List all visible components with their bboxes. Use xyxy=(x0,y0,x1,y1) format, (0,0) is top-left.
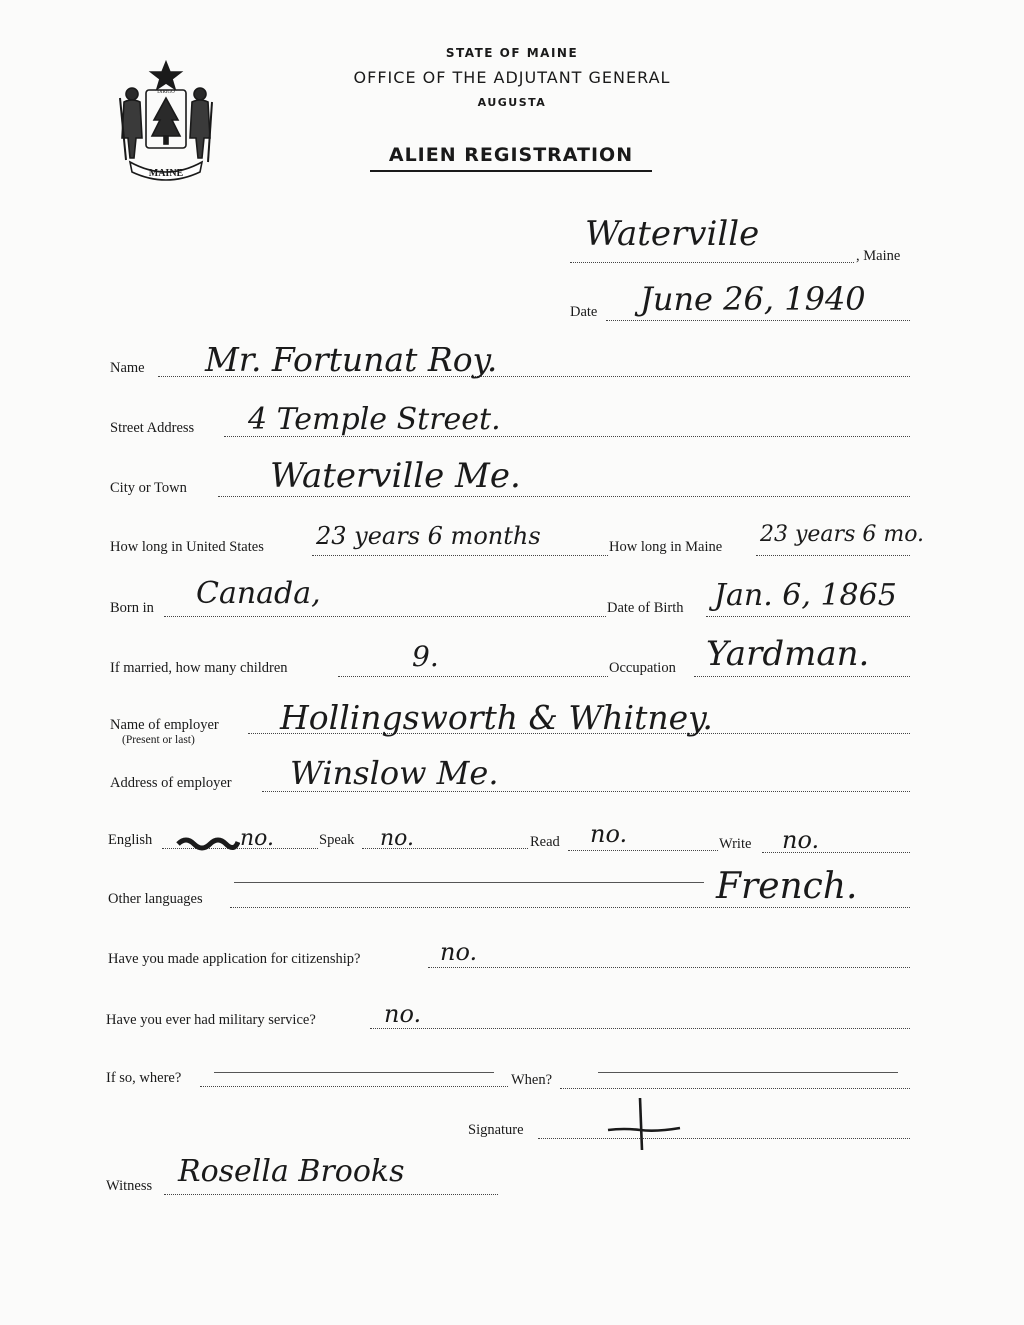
where-label: If so, where? xyxy=(106,1070,182,1086)
me-duration-label: How long in Maine xyxy=(609,539,723,555)
where-line xyxy=(200,1086,508,1087)
us-duration-label: How long in United States xyxy=(110,539,264,555)
born-in-label: Born in xyxy=(110,600,154,616)
form-title: ALIEN REGISTRATION xyxy=(370,144,652,172)
when-pen-line xyxy=(598,1072,898,1073)
name-label: Name xyxy=(110,360,145,376)
me-duration-value[interactable]: 23 years 6 mo. xyxy=(760,522,925,547)
seal-label: MAINE xyxy=(148,168,184,179)
signature-cross-mark[interactable] xyxy=(604,1094,684,1154)
city-label: City or Town xyxy=(110,480,187,496)
street-label: Street Address xyxy=(110,420,195,436)
military-value[interactable]: no. xyxy=(384,1000,422,1028)
military-line xyxy=(370,1028,910,1029)
employer-address-label: Address of employer xyxy=(110,775,232,791)
citizenship-line xyxy=(428,967,910,968)
date-value[interactable]: June 26, 1940 xyxy=(640,280,866,318)
me-duration-line xyxy=(756,555,910,556)
employer-value[interactable]: Hollingsworth & Whitney. xyxy=(280,698,713,737)
header-city: AUGUSTA xyxy=(477,96,547,109)
speak-label: Speak xyxy=(319,832,355,848)
read-line xyxy=(568,850,718,851)
born-in-line xyxy=(164,616,606,617)
witness-label: Witness xyxy=(106,1178,153,1194)
city-value[interactable]: Waterville Me. xyxy=(270,456,521,496)
us-duration-value[interactable]: 23 years 6 months xyxy=(316,522,541,550)
date-line xyxy=(606,320,910,321)
city-line xyxy=(218,496,910,497)
employer-label: Name of employer xyxy=(110,717,219,733)
read-value[interactable]: no. xyxy=(590,820,628,848)
speak-value[interactable]: no. xyxy=(380,826,415,851)
header-office: OFFICE OF THE ADJUTANT GENERAL xyxy=(353,68,671,87)
street-value[interactable]: 4 Temple Street. xyxy=(248,402,501,437)
signature-label: Signature xyxy=(468,1122,524,1138)
other-languages-value[interactable]: French. xyxy=(716,866,858,907)
military-label: Have you ever had military service? xyxy=(106,1012,316,1028)
when-line xyxy=(560,1088,910,1089)
children-label: If married, how many children xyxy=(110,660,288,676)
name-value[interactable]: Mr. Fortunat Roy. xyxy=(205,340,498,379)
employer-address-value[interactable]: Winslow Me. xyxy=(290,754,499,792)
place-line xyxy=(570,262,854,263)
where-pen-line xyxy=(214,1072,494,1073)
children-line xyxy=(338,676,608,677)
birth-date-label: Date of Birth xyxy=(607,600,684,616)
english-label: English xyxy=(108,832,153,848)
read-label: Read xyxy=(530,834,560,850)
strikeout-mark xyxy=(176,832,240,852)
occupation-label: Occupation xyxy=(609,660,676,676)
english-value[interactable]: no. xyxy=(240,826,275,851)
write-value[interactable]: no. xyxy=(782,826,820,854)
seal-motto: DIRIGO xyxy=(157,90,175,95)
children-value[interactable]: 9. xyxy=(412,640,439,673)
other-languages-line xyxy=(230,907,910,908)
place-suffix: , Maine xyxy=(856,248,901,264)
header-state: STATE OF MAINE xyxy=(445,46,579,60)
citizenship-label: Have you made application for citizenship? xyxy=(108,951,361,967)
occupation-line xyxy=(694,676,910,677)
write-label: Write xyxy=(719,836,752,852)
born-in-value[interactable]: Canada, xyxy=(196,576,321,611)
date-label: Date xyxy=(570,304,598,320)
birth-date-value[interactable]: Jan. 6, 1865 xyxy=(714,578,897,613)
occupation-value[interactable]: Yardman. xyxy=(706,634,870,674)
citizenship-value[interactable]: no. xyxy=(440,938,478,966)
employer-sublabel: (Present or last) xyxy=(122,734,195,746)
witness-value[interactable]: Rosella Brooks xyxy=(178,1154,405,1189)
signature-line xyxy=(538,1138,910,1139)
other-languages-label: Other languages xyxy=(108,891,203,907)
us-duration-line xyxy=(312,555,608,556)
when-label: When? xyxy=(511,1072,553,1088)
birth-date-line xyxy=(706,616,910,617)
place-value[interactable]: Waterville xyxy=(585,214,760,254)
other-languages-pen-line xyxy=(234,882,704,883)
witness-line xyxy=(164,1194,498,1195)
